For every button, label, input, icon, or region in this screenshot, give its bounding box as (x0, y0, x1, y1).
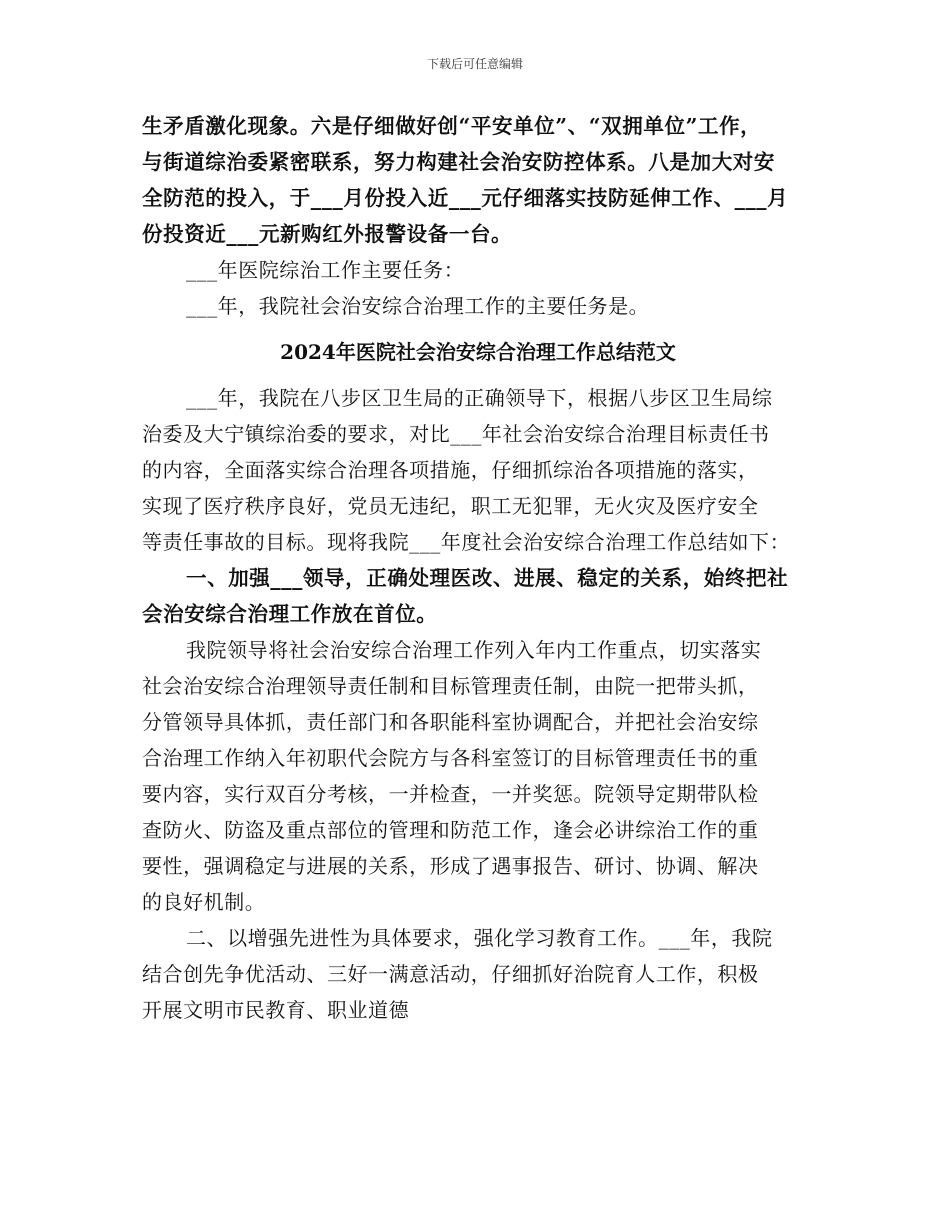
paragraph-line: 的内容，全面落实综合治理各项措施，仔细抓综治各项措施的落实， (142, 458, 759, 482)
paragraph-line: 要性，强调稳定与进展的关系，形成了遇事报告、研讨、协调、解决 (142, 854, 759, 878)
paragraph-line: ___年，我院在八步区卫生局的正确领导下，根据八步区卫生局综 (186, 386, 773, 410)
paragraph-line: 实现了医疗秩序良好，党员无违纪，职工无犯罪，无火灾及医疗安全 (142, 494, 759, 518)
section-heading: 一、加强___领导，正确处理医改、进展、稳定的关系，始终把社 (186, 566, 789, 590)
paragraph-line: 要内容，实行双百分考核，一并检查，一并奖惩。院领导定期带队检 (142, 782, 759, 806)
intro-line: 份投资近___元新购红外报警设备一台。 (142, 222, 513, 246)
paragraph-line: 等责任事故的目标。现将我院___年度社会治安综合治理工作总结如下： (142, 530, 791, 554)
intro-line: 全防范的投入，于___月份投入近___元仔细落实技防延伸工作、___月 (142, 186, 789, 210)
paragraph-line: 开展文明市民教育、职业道德 (142, 998, 410, 1022)
paragraph-line: 我院领导将社会治安综合治理工作列入年内工作重点，切实落实 (186, 638, 762, 662)
paragraph-line: 的良好机制。 (142, 890, 266, 914)
paragraph-line: 合治理工作纳入年初职代会院方与各科室签订的目标管理责任书的重 (142, 746, 759, 770)
intro-line: 与街道综治委紧密联系，努力构建社会治安防控体系。八是加大对安 (142, 150, 775, 174)
paragraph-line: 治委及大宁镇综治委的要求，对比___年社会治安综合治理目标责任书 (142, 422, 770, 446)
page-header-note: 下载后可任意编辑 (426, 57, 523, 71)
task-heading: ___年医院综治工作主要任务： (186, 258, 465, 282)
intro-line: 生矛盾激化现象。六是仔细做好创“平安单位”、“双拥单位”工作， (142, 114, 762, 138)
section-heading: 会治安综合治理工作放在首位。 (142, 602, 438, 626)
paragraph-line: 分管领导具体抓，责任部门和各职能科室协调配合，并把社会治安综 (142, 710, 759, 734)
paragraph-line: 查防火、防盗及重点部位的管理和防范工作，逢会必讲综治工作的重 (142, 818, 759, 842)
paragraph-line: 社会治安综合治理领导责任制和目标管理责任制，由院一把带头抓， (142, 674, 759, 698)
paragraph-line: 结合创先争优活动、三好一满意活动，仔细抓好治院育人工作，积极 (142, 962, 759, 986)
paragraph-line: 二、以增强先进性为具体要求，强化学习教育工作。___年，我院 (186, 926, 773, 950)
task-line: ___年，我院社会治安综合治理工作的主要任务是。 (186, 294, 650, 318)
document-body (142, 108, 814, 1028)
document-title: 2024年医院社会治安综合治理工作总结范文 (280, 340, 676, 364)
